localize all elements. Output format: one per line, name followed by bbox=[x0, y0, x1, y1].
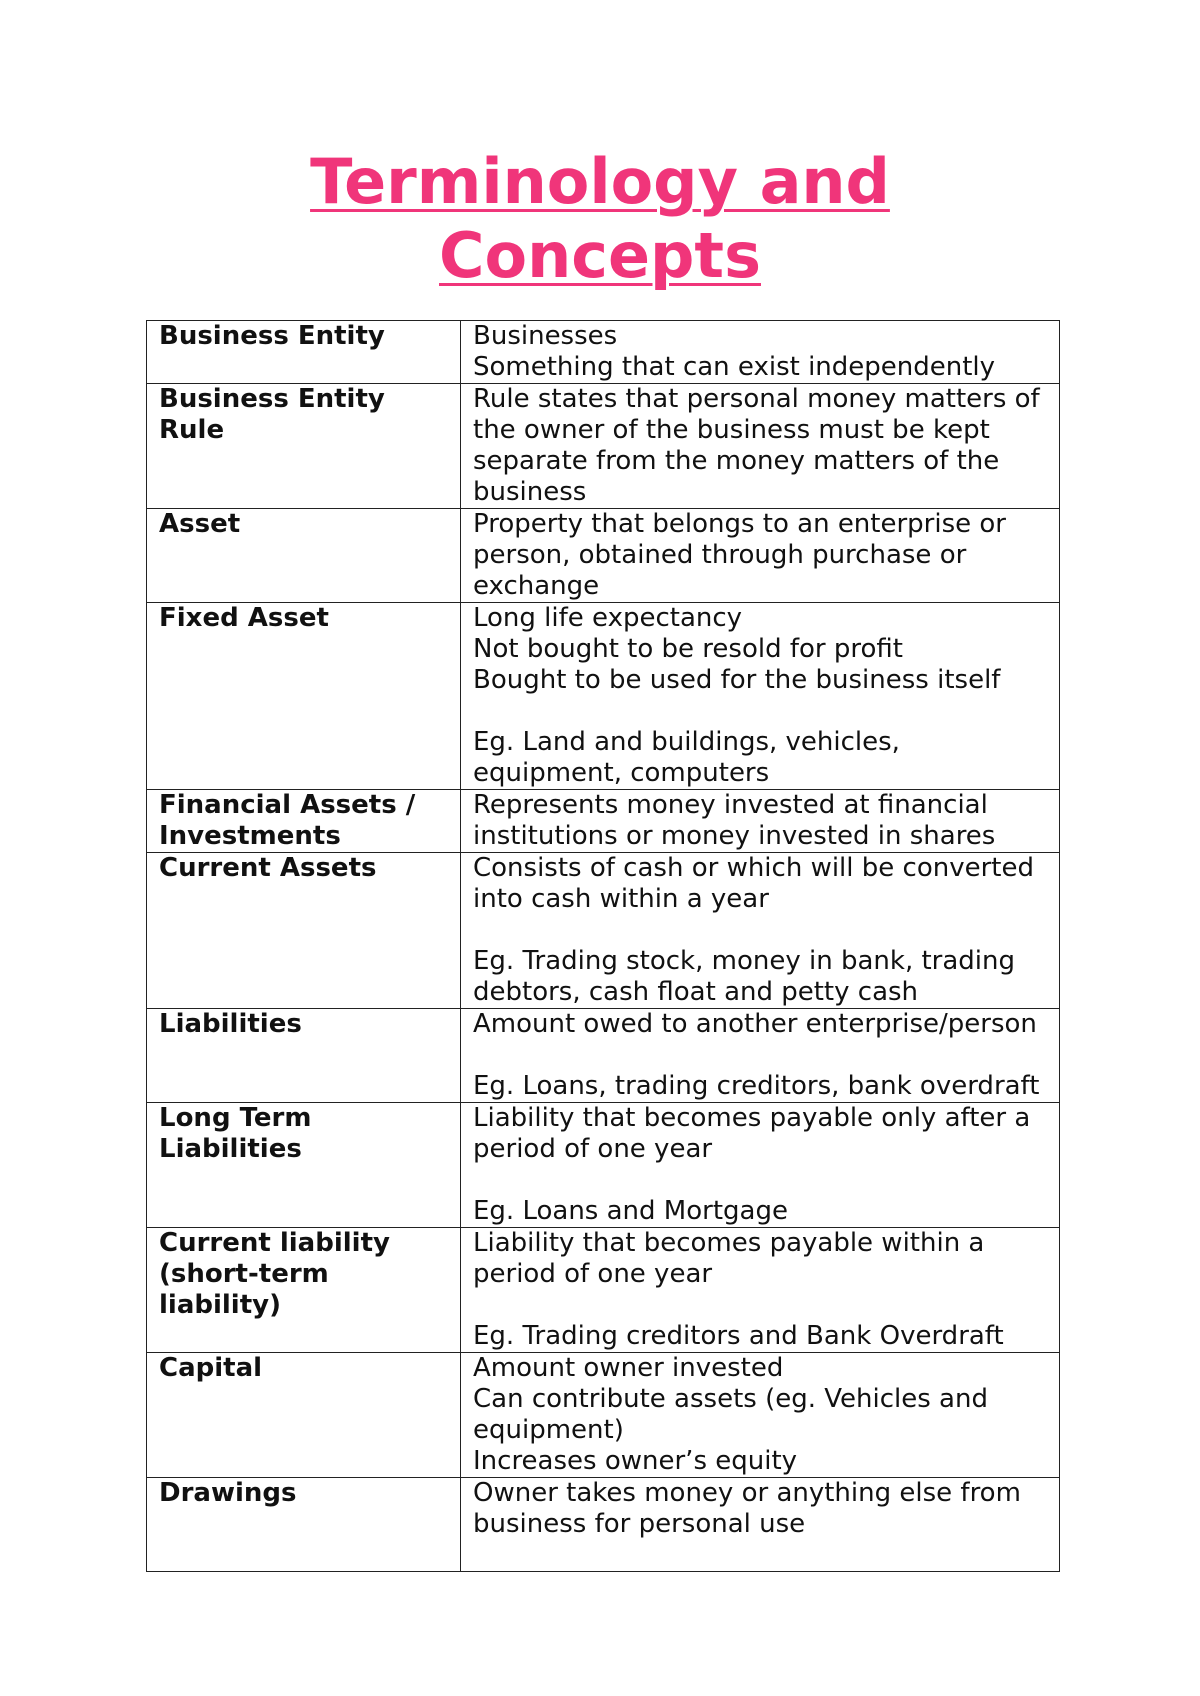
term-text: liability) bbox=[159, 1290, 281, 1320]
definition-text: business bbox=[473, 477, 587, 507]
spacer-line bbox=[473, 1040, 1049, 1071]
table-row bbox=[147, 509, 1060, 603]
term-text: Current liability bbox=[159, 1228, 390, 1258]
definition-cell bbox=[461, 1009, 1060, 1103]
definition-cell bbox=[461, 509, 1060, 603]
definition-text: Long life expectancy bbox=[473, 603, 743, 633]
definition-text: into cash within a year bbox=[473, 884, 769, 914]
table-row bbox=[147, 853, 1060, 1009]
term-text: Liabilities bbox=[159, 1009, 302, 1039]
definition-text: Amount owed to another enterprise/person bbox=[473, 1009, 1037, 1039]
definition-text: the owner of the business must be kept bbox=[473, 415, 990, 445]
definition-text: equipment) bbox=[473, 1415, 624, 1445]
term-cell bbox=[147, 1009, 461, 1103]
definition-text: period of one year bbox=[473, 1259, 713, 1289]
term-text: Rule bbox=[159, 415, 225, 445]
table-row bbox=[147, 603, 1060, 790]
definition-text: Bought to be used for the business itself bbox=[473, 665, 1001, 695]
term-cell bbox=[147, 1103, 461, 1228]
definition-text: Owner takes money or anything else from bbox=[473, 1478, 1021, 1508]
table-row bbox=[147, 1478, 1060, 1572]
term-text: Liabilities bbox=[159, 1134, 302, 1164]
spacer-line bbox=[473, 1540, 1049, 1571]
definition-cell bbox=[461, 603, 1060, 790]
term-text: Long Term bbox=[159, 1103, 312, 1133]
definition-cell bbox=[461, 790, 1060, 853]
definition-text: Increases owner’s equity bbox=[473, 1446, 798, 1476]
term-cell bbox=[147, 384, 461, 509]
term-cell bbox=[147, 1478, 461, 1572]
definition-text: Represents money invested at financial bbox=[473, 790, 988, 820]
definition-text: Not bought to be resold for profit bbox=[473, 634, 903, 664]
term-text: Capital bbox=[159, 1353, 263, 1383]
definition-text: equipment, computers bbox=[473, 758, 770, 788]
definition-text: Liability that becomes payable within a bbox=[473, 1228, 985, 1258]
definition-cell bbox=[461, 853, 1060, 1009]
table-row bbox=[147, 1228, 1060, 1353]
table-row bbox=[147, 1353, 1060, 1478]
term-cell bbox=[147, 321, 461, 384]
spacer-line bbox=[473, 696, 1049, 727]
term-text: (short-term bbox=[159, 1259, 329, 1289]
definition-cell bbox=[461, 1478, 1060, 1572]
term-cell bbox=[147, 1228, 461, 1353]
table-row bbox=[147, 384, 1060, 509]
definition-text: Consists of cash or which will be converted bbox=[473, 853, 1034, 883]
term-text: Financial Assets / bbox=[159, 790, 416, 820]
definition-text: institutions or money invested in shares bbox=[473, 821, 996, 851]
definition-text: Can contribute assets (eg. Vehicles and bbox=[473, 1384, 988, 1414]
spacer-line bbox=[473, 1290, 1049, 1321]
term-cell bbox=[147, 1353, 461, 1478]
term-text: Business Entity bbox=[159, 321, 385, 351]
table-row bbox=[147, 1009, 1060, 1103]
term-cell bbox=[147, 603, 461, 790]
definition-cell bbox=[461, 1228, 1060, 1353]
definition-cell bbox=[461, 321, 1060, 384]
definition-text: Eg. Loans, trading creditors, bank overdraft bbox=[473, 1071, 1040, 1101]
definition-text: Rule states that personal money matters of bbox=[473, 384, 1040, 414]
definition-text: Something that can exist independently bbox=[473, 352, 996, 382]
definition-cell bbox=[461, 384, 1060, 509]
definition-cell bbox=[461, 1103, 1060, 1228]
definition-cell bbox=[461, 1353, 1060, 1478]
definition-text: person, obtained through purchase or bbox=[473, 540, 967, 570]
definition-text: Eg. Loans and Mortgage bbox=[473, 1196, 788, 1226]
term-cell bbox=[147, 790, 461, 853]
table-row bbox=[147, 321, 1060, 384]
term-cell bbox=[147, 853, 461, 1009]
term-text: Fixed Asset bbox=[159, 603, 329, 633]
definition-text: period of one year bbox=[473, 1134, 713, 1164]
term-text: Business Entity bbox=[159, 384, 385, 414]
term-text: Investments bbox=[159, 821, 341, 851]
table-row bbox=[147, 1103, 1060, 1228]
terminology-table bbox=[146, 320, 1060, 1572]
term-text: Drawings bbox=[159, 1478, 297, 1508]
definition-text: Eg. Land and buildings, vehicles, bbox=[473, 727, 900, 757]
definition-text: exchange bbox=[473, 571, 600, 601]
definition-text: debtors, cash float and petty cash bbox=[473, 977, 919, 1007]
definition-text: business for personal use bbox=[473, 1509, 806, 1539]
term-text: Current Assets bbox=[159, 853, 377, 883]
definition-text: Property that belongs to an enterprise or bbox=[473, 509, 1006, 539]
definition-text: Businesses bbox=[473, 321, 618, 351]
spacer-line bbox=[473, 915, 1049, 946]
page-title-line-1: Terminology and bbox=[310, 145, 890, 218]
definition-text: separate from the money matters of the bbox=[473, 446, 1000, 476]
definition-text: Eg. Trading creditors and Bank Overdraft bbox=[473, 1321, 1004, 1351]
page-title-line-2: Concepts bbox=[439, 219, 761, 292]
definition-text: Liability that becomes payable only after a bbox=[473, 1103, 1031, 1133]
term-text: Asset bbox=[159, 509, 241, 539]
definition-text: Eg. Trading stock, money in bank, trading bbox=[473, 946, 1016, 976]
table-row bbox=[147, 790, 1060, 853]
spacer-line bbox=[473, 1165, 1049, 1196]
terminology-table-body bbox=[147, 321, 1060, 1572]
definition-text: Amount owner invested bbox=[473, 1353, 784, 1383]
term-cell bbox=[147, 509, 461, 603]
